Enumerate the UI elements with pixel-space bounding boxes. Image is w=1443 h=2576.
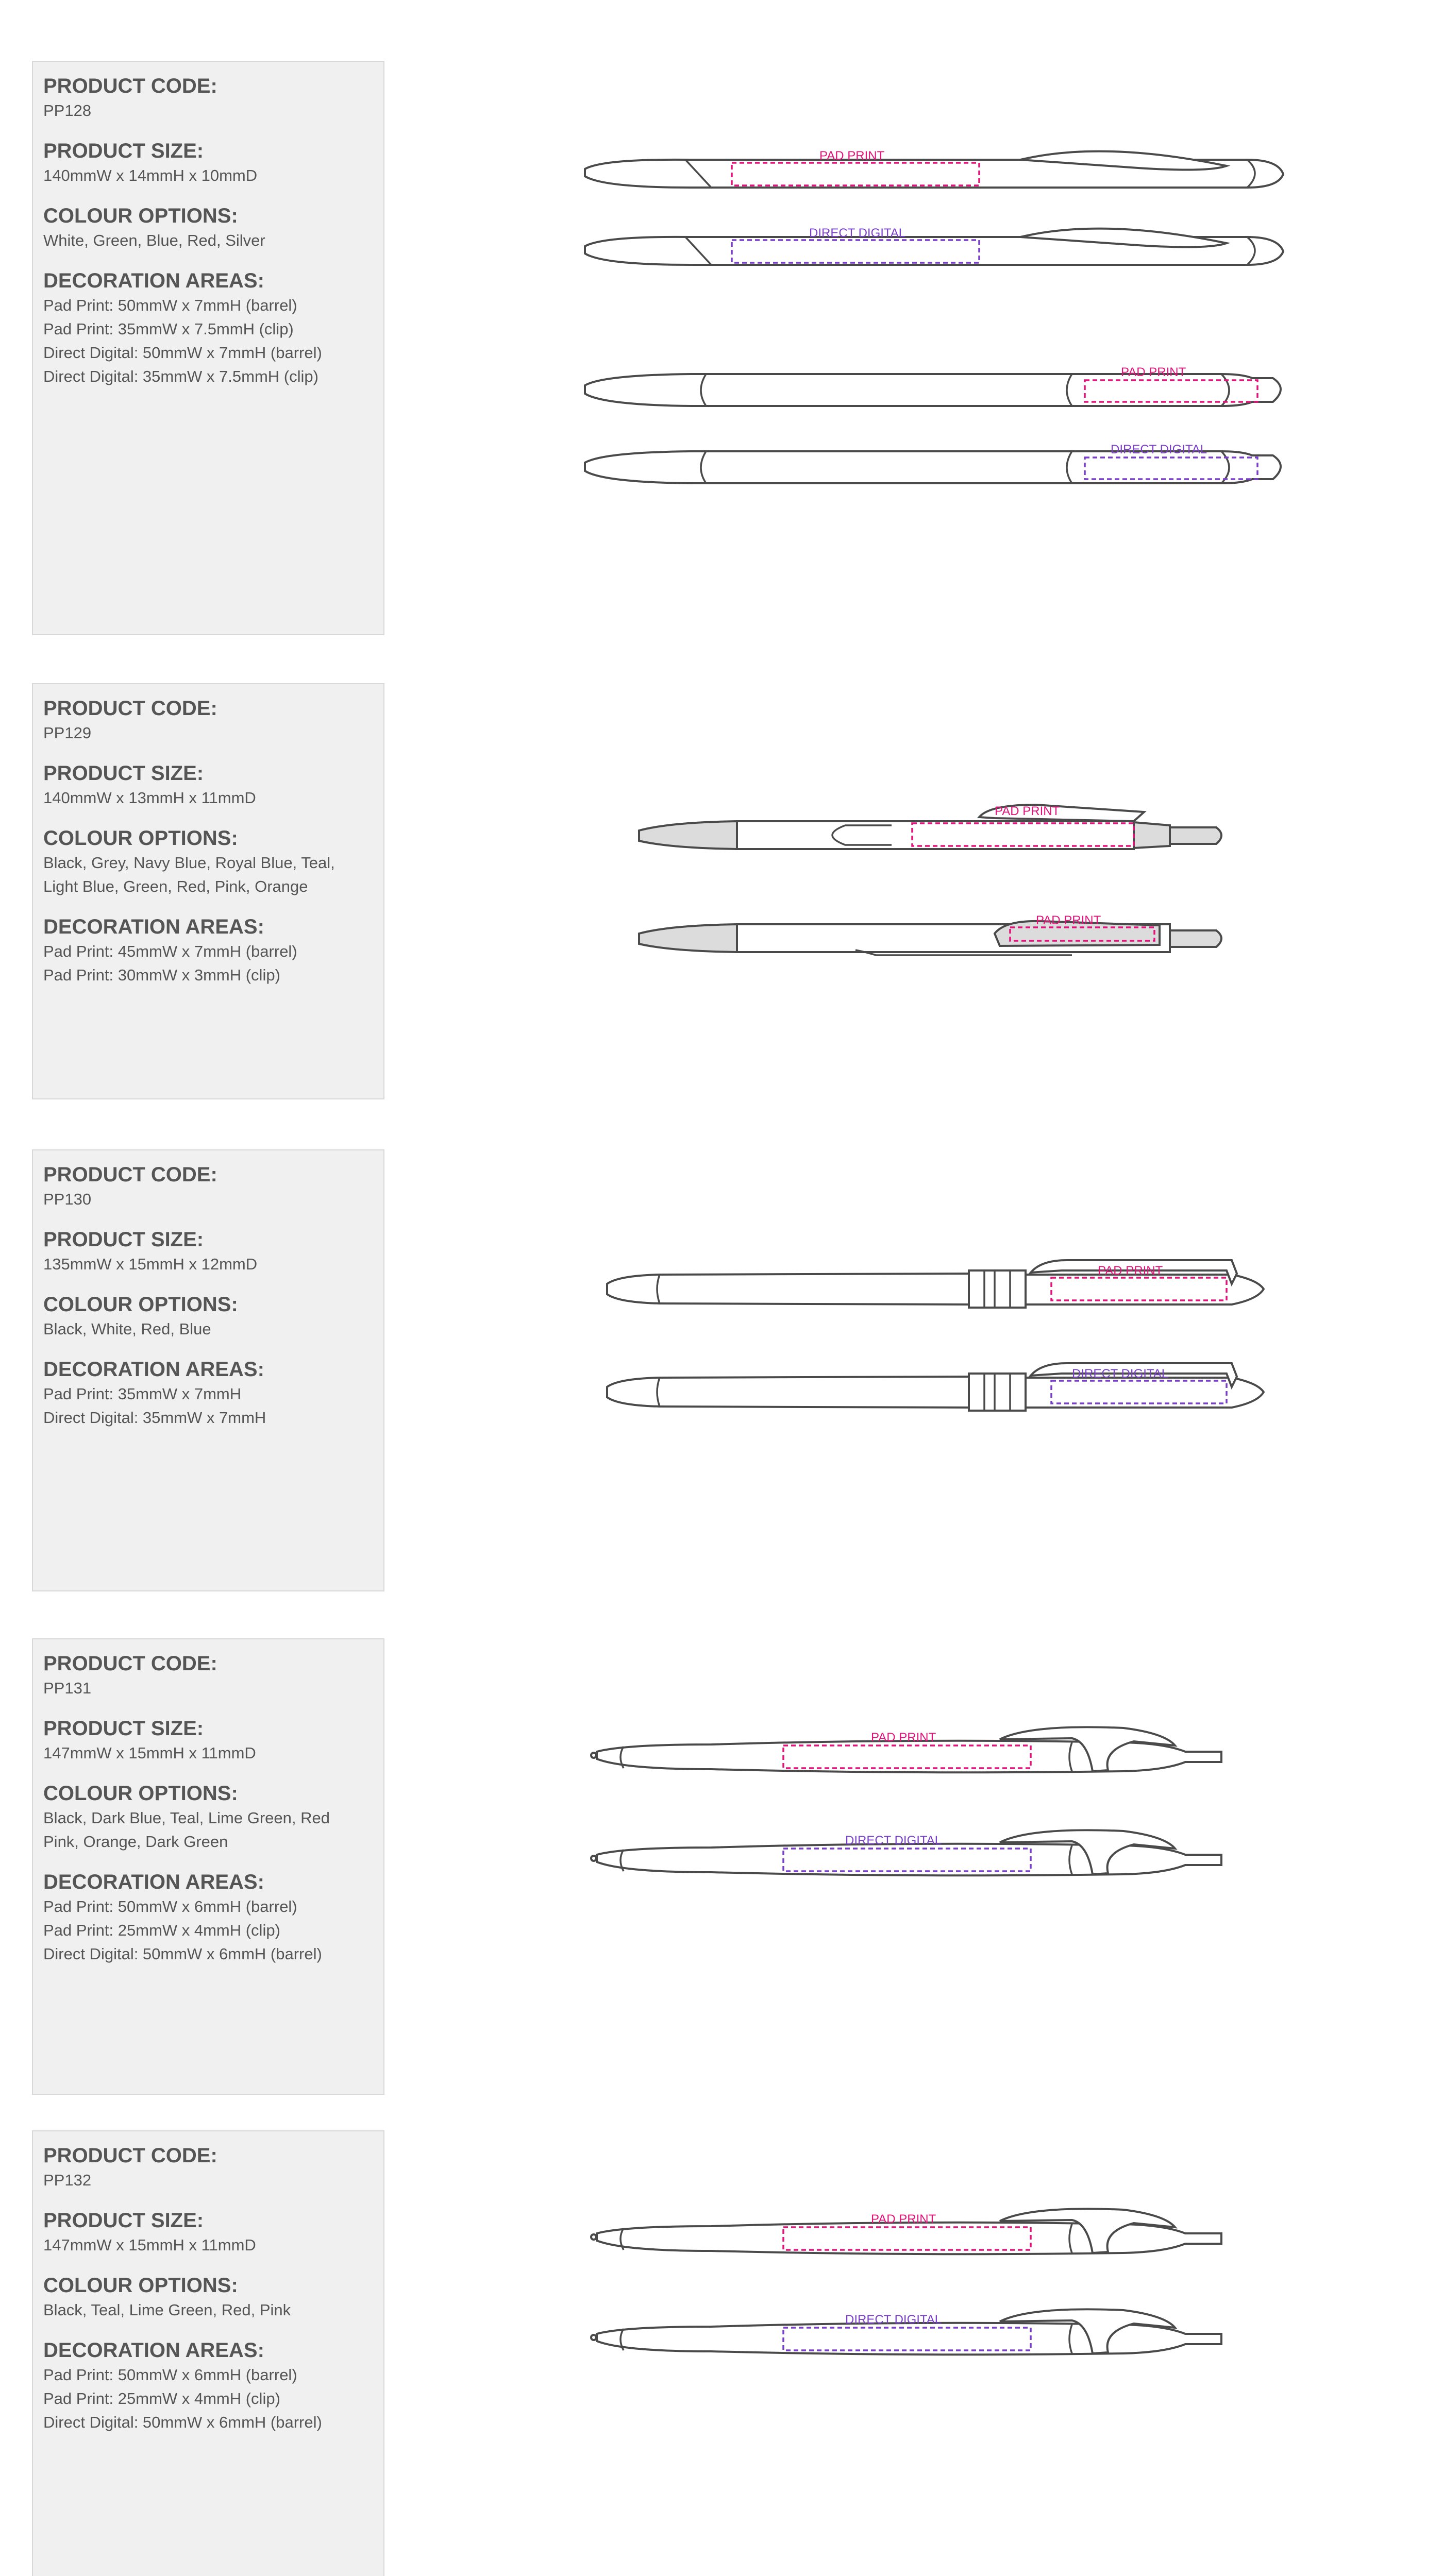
decoration-areas-label: DECORATION AREAS: (43, 916, 264, 938)
product-size-value: 135mmW x 15mmH x 12mmD (43, 1255, 258, 1273)
pen-diagram-pp129 (557, 802, 1319, 987)
decoration-area-item: Pad Print: 30mmW x 3mmH (clip) (43, 966, 280, 984)
pen-drawing-pad-print (591, 2209, 1221, 2254)
product-info-panel (32, 683, 384, 1099)
pen-diagram-pp132 (557, 2202, 1319, 2398)
product-code-value: PP129 (43, 724, 92, 742)
decoration-area-item: Direct Digital: 50mmW x 6mmH (barrel) (43, 1945, 322, 1963)
product-size-value: 147mmW x 15mmH x 11mmD (43, 2236, 256, 2254)
pad-print-tag: PAD PRINT (871, 1731, 936, 1744)
direct-digital-tag: DIRECT DIGITAL (809, 226, 906, 240)
colour-options-label: COLOUR OPTIONS: (43, 2274, 238, 2297)
pad-print-tag: PAD PRINT (1098, 1264, 1163, 1278)
decoration-areas-label: DECORATION AREAS: (43, 1358, 264, 1381)
colour-options-value: Pink, Orange, Dark Green (43, 1833, 228, 1851)
product-size-label: PRODUCT SIZE: (43, 1717, 204, 1740)
pad-print-tag: PAD PRINT (1036, 913, 1101, 927)
pen-drawing-pad-print-clip (639, 913, 1221, 955)
product-info-panel (32, 61, 384, 635)
product-code-value: PP132 (43, 2171, 92, 2189)
decoration-area-item: Direct Digital: 35mmW x 7mmH (43, 1409, 266, 1427)
pad-print-tag: PAD PRINT (871, 2212, 936, 2226)
product-code-label: PRODUCT CODE: (43, 75, 217, 97)
decoration-area-item: Direct Digital: 50mmW x 7mmH (barrel) (43, 344, 322, 362)
colour-options-value: Black, Grey, Navy Blue, Royal Blue, Teal, (43, 854, 335, 872)
product-code-label: PRODUCT CODE: (43, 697, 217, 720)
product-info-panel (32, 2130, 384, 2576)
direct-digital-tag: DIRECT DIGITAL (845, 2313, 942, 2327)
decoration-area-item: Pad Print: 35mmW x 7mmH (43, 1385, 242, 1403)
product-size-label: PRODUCT SIZE: (43, 1228, 204, 1251)
product-code-value: PP130 (43, 1190, 92, 1208)
colour-options-label: COLOUR OPTIONS: (43, 1782, 238, 1805)
pen-drawing-direct-digital (591, 2309, 1221, 2354)
colour-options-value: Light Blue, Green, Red, Pink, Orange (43, 877, 308, 895)
direct-digital-tag: DIRECT DIGITAL (1072, 1367, 1169, 1381)
pen-drawing-pad-print (607, 1260, 1264, 1308)
product-size-label: PRODUCT SIZE: (43, 762, 204, 785)
product-code-value: PP131 (43, 1679, 92, 1697)
product-info-panel (32, 1638, 384, 2095)
pad-print-tag: PAD PRINT (1121, 365, 1186, 379)
product-size-label: PRODUCT SIZE: (43, 2209, 204, 2232)
pen-drawing-pad-print (585, 149, 1283, 188)
product-code-value: PP128 (43, 101, 92, 120)
pen-drawing-pad-print (591, 1727, 1221, 1772)
decoration-area-item: Direct Digital: 35mmW x 7.5mmH (clip) (43, 367, 318, 385)
product-code-label: PRODUCT CODE: (43, 1652, 217, 1675)
product-info-panel (32, 1149, 384, 1591)
pad-print-tag: PAD PRINT (995, 804, 1060, 818)
direct-digital-tag: DIRECT DIGITAL (845, 1834, 942, 1848)
colour-options-label: COLOUR OPTIONS: (43, 827, 238, 850)
decoration-areas-label: DECORATION AREAS: (43, 269, 264, 292)
pen-diagram-pp131 (557, 1721, 1319, 1917)
product-size-value: 147mmW x 15mmH x 11mmD (43, 1744, 256, 1762)
product-code-label: PRODUCT CODE: (43, 2144, 217, 2167)
pen-drawing-pad-print-clip (585, 365, 1281, 406)
colour-options-value: Black, Teal, Lime Green, Red, Pink (43, 2301, 291, 2319)
decoration-area-item: Pad Print: 25mmW x 4mmH (clip) (43, 1921, 280, 1939)
pen-diagram-pp130 (557, 1255, 1319, 1451)
product-code-label: PRODUCT CODE: (43, 1163, 217, 1186)
decoration-areas-label: DECORATION AREAS: (43, 2339, 264, 2362)
decoration-area-item: Pad Print: 35mmW x 7.5mmH (clip) (43, 320, 294, 338)
product-size-value: 140mmW x 14mmH x 10mmD (43, 166, 258, 184)
decoration-area-item: Pad Print: 25mmW x 4mmH (clip) (43, 2389, 280, 2408)
pen-diagram-pp128 (557, 143, 1319, 586)
decoration-area-item: Pad Print: 50mmW x 6mmH (barrel) (43, 2366, 297, 2384)
pen-drawing-pad-print (639, 804, 1221, 849)
colour-options-label: COLOUR OPTIONS: (43, 205, 238, 227)
decoration-area-item: Pad Print: 50mmW x 6mmH (barrel) (43, 1897, 297, 1916)
pen-drawing-direct-digital (591, 1830, 1221, 1875)
pad-print-tag: PAD PRINT (819, 149, 885, 163)
pen-drawing-direct-digital (585, 226, 1283, 265)
colour-options-value: White, Green, Blue, Red, Silver (43, 231, 265, 249)
pen-drawing-direct-digital-clip (585, 443, 1281, 483)
direct-digital-tag: DIRECT DIGITAL (1111, 443, 1207, 456)
decoration-area-item: Pad Print: 50mmW x 7mmH (barrel) (43, 296, 297, 314)
colour-options-value: Black, White, Red, Blue (43, 1320, 211, 1338)
product-size-label: PRODUCT SIZE: (43, 140, 204, 162)
decoration-areas-label: DECORATION AREAS: (43, 1871, 264, 1893)
colour-options-label: COLOUR OPTIONS: (43, 1293, 238, 1316)
decoration-area-item: Pad Print: 45mmW x 7mmH (barrel) (43, 942, 297, 960)
product-size-value: 140mmW x 13mmH x 11mmD (43, 789, 256, 807)
colour-options-value: Black, Dark Blue, Teal, Lime Green, Red (43, 1809, 330, 1827)
decoration-area-item: Direct Digital: 50mmW x 6mmH (barrel) (43, 2413, 322, 2431)
pen-drawing-direct-digital (607, 1363, 1264, 1411)
